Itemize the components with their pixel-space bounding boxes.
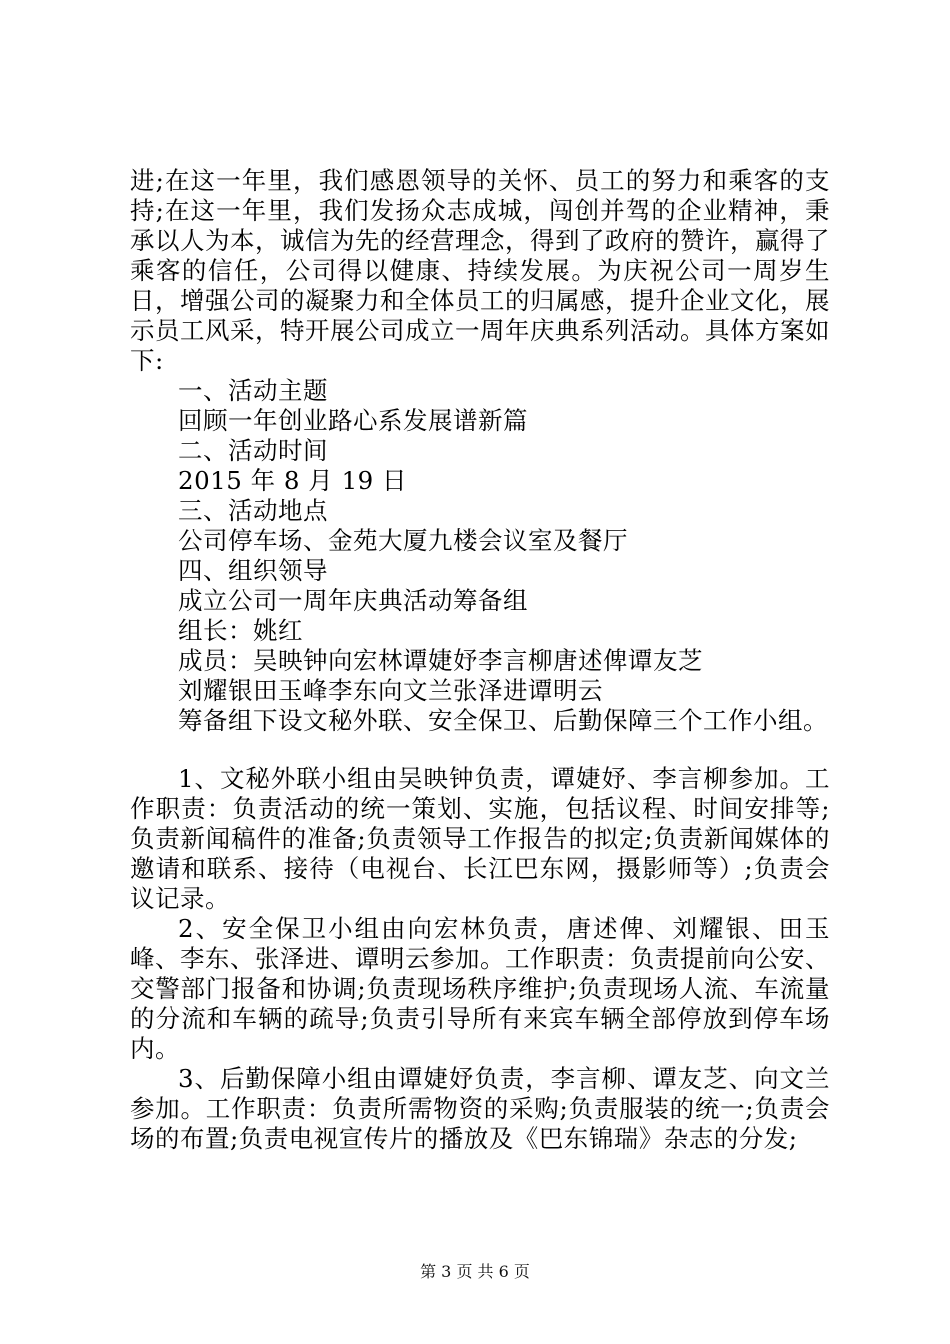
group-members-continued: 刘耀银田玉峰李东向文兰张泽进谭明云	[178, 676, 603, 705]
group-members: 成员：吴映钟向宏林谭婕妤李言柳唐述俾谭友芝	[178, 646, 703, 675]
document-body	[130, 166, 830, 1154]
item-security-group: 2、安全保卫小组由向宏林负责，唐述俾、刘耀银、田玉峰、李东、张泽进、谭明云参加。工作职责：负责提前向公安、交警部门报备和协调;负责现场秩序维护;负责现场人流、车流量的分流和车辆的疏导;负责引导所有来宾车辆全部停放到停车场内。	[130, 914, 830, 1063]
paragraph-gap	[130, 736, 830, 764]
heading-organization: 四、组织领导	[178, 556, 328, 585]
item-secretarial-group: 1、文秘外联小组由吴映钟负责，谭婕妤、李言柳参加。工作职责：负责活动的统一策划、实施，包括议程、时间安排等;负责新闻稿件的准备;负责领导工作报告的拟定;负责新闻媒体的邀请和联系、接待（电视台、长江巴东网，摄影师等）;负责会议记录。	[130, 764, 830, 913]
group-leader: 组长：姚红	[178, 616, 303, 645]
intro-paragraph: 进;在这一年里，我们感恩领导的关怀、员工的努力和乘客的支持;在这一年里，我们发扬众志成城，闯创并驾的企业精神，秉承以人为本，诚信为先的经营理念，得到了政府的赞许，赢得了乘客的信任，公司得以健康、持续发展。为庆祝公司一周岁生日，增强公司的凝聚力和全体员工的归属感，提升企业文化，展示员工风采，特开展公司成立一周年庆典系列活动。具体方案如下:	[130, 166, 830, 375]
item-logistics-group: 3、后勤保障小组由谭婕妤负责，李言柳、谭友芝、向文兰参加。工作职责：负责所需物资的采购;负责服装的统一;负责会场的布置;负责电视宣传片的播放及《巴东锦瑞》杂志的分发;	[130, 1064, 830, 1153]
heading-activity-theme: 一、活动主题	[178, 376, 328, 405]
page-number-footer: 第 3 页 共 6 页	[420, 1262, 530, 1281]
organization-text: 成立公司一周年庆典活动筹备组	[178, 586, 528, 615]
activity-location-text: 公司停车场、金苑大厦九楼会议室及餐厅	[178, 526, 628, 555]
working-groups-summary: 筹备组下设文秘外联、安全保卫、后勤保障三个工作小组。	[178, 706, 828, 735]
activity-theme-text: 回顾一年创业路心系发展谱新篇	[178, 406, 528, 435]
activity-time-text: 2015 年 8 月 19 日	[178, 466, 408, 495]
heading-activity-location: 三、活动地点	[178, 496, 328, 525]
heading-activity-time: 二、活动时间	[178, 436, 328, 465]
